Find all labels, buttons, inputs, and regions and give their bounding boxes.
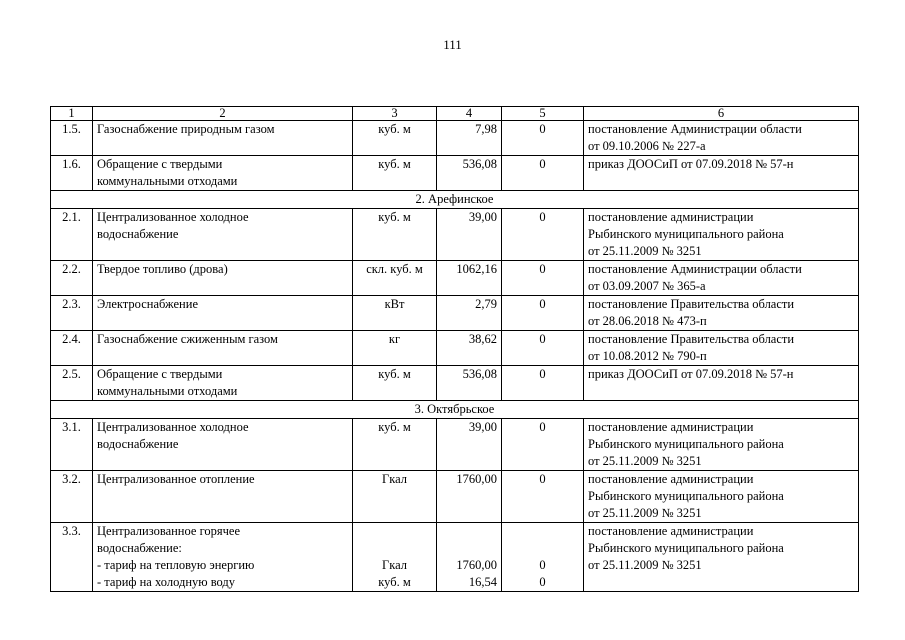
col5-cell-line: 0	[539, 472, 546, 486]
document-reference-line: постановление Администрации области	[588, 122, 802, 136]
document-reference	[584, 523, 859, 592]
table-row	[51, 296, 859, 331]
document-reference-line: постановление администрации	[588, 210, 754, 224]
document-reference	[584, 366, 859, 401]
col5-cell	[502, 523, 584, 592]
table-row	[51, 209, 859, 261]
service-name-line: водоснабжение	[97, 227, 179, 241]
document-reference	[584, 121, 859, 156]
col5-cell	[502, 366, 584, 401]
col5-cell	[502, 209, 584, 261]
col5-cell-line: 0	[539, 210, 546, 224]
service-name-line: Твердое топливо (дрова)	[97, 262, 228, 276]
value-cell	[437, 471, 502, 523]
unit-cell	[353, 296, 437, 331]
service-name-line: водоснабжение	[97, 437, 179, 451]
value-cell-line: 536,08	[462, 157, 497, 171]
page-number: 111	[443, 37, 462, 52]
document-reference	[584, 331, 859, 366]
document-reference	[584, 156, 859, 191]
unit-cell-line: Гкал	[381, 472, 407, 486]
document-reference-line: Рыбинского муниципального района	[588, 227, 784, 241]
header-cell: 4	[437, 107, 502, 121]
service-name-line: Централизованное горячее	[97, 524, 241, 538]
unit-cell-line: кВт	[384, 297, 405, 311]
col5-cell	[502, 156, 584, 191]
section-title: 2. Арефинское	[51, 191, 859, 209]
table-row	[51, 419, 859, 471]
service-name-line: Газоснабжение природным газом	[97, 122, 275, 136]
col5-cell-line: 0	[539, 420, 546, 434]
document-reference-line: Рыбинского муниципального района	[588, 489, 784, 503]
value-cell-line: 1760,00	[456, 472, 497, 486]
item-number: 2.1.	[51, 209, 93, 261]
col5-cell	[502, 261, 584, 296]
col5-cell-line: 0	[539, 332, 546, 346]
col5-cell-line: 0	[539, 558, 546, 572]
document-reference-line: постановление Администрации области	[588, 262, 802, 276]
service-name	[93, 523, 353, 592]
service-name-line: Электроснабжение	[97, 297, 198, 311]
unit-cell-line: куб. м	[378, 157, 411, 171]
service-name-line: коммунальными отходами	[97, 174, 238, 188]
service-name	[93, 121, 353, 156]
service-name	[93, 296, 353, 331]
document-reference-line: от 25.11.2009 № 3251	[588, 506, 702, 520]
section-row	[51, 401, 859, 419]
table-row	[51, 156, 859, 191]
document-reference	[584, 209, 859, 261]
value-cell-line: 39,00	[468, 420, 497, 434]
col5-cell	[502, 121, 584, 156]
value-cell	[437, 366, 502, 401]
unit-cell-line: куб. м	[378, 122, 411, 136]
service-name	[93, 209, 353, 261]
document-reference	[584, 419, 859, 471]
service-name	[93, 471, 353, 523]
item-number: 2.5.	[51, 366, 93, 401]
document-reference-line: приказ ДООСиП от 07.09.2018 № 57-н	[588, 367, 794, 381]
header-cell: 1	[51, 107, 93, 121]
unit-cell	[353, 261, 437, 296]
section-row	[51, 191, 859, 209]
col5-cell	[502, 296, 584, 331]
document-reference-line: от 10.08.2012 № 790-п	[588, 349, 707, 363]
item-number: 1.6.	[51, 156, 93, 191]
value-cell	[437, 261, 502, 296]
col5-cell-line: 0	[539, 575, 546, 589]
service-name-line: Централизованное холодное	[97, 420, 249, 434]
item-number: 3.1.	[51, 419, 93, 471]
document-reference-line: от 09.10.2006 № 227-а	[588, 139, 706, 153]
value-cell-line: 39,00	[468, 210, 497, 224]
unit-cell-line: Гкал	[381, 558, 407, 572]
unit-cell-line: скл. куб. м	[366, 262, 423, 276]
table-row	[51, 331, 859, 366]
service-name	[93, 419, 353, 471]
document-reference-line: от 03.09.2007 № 365-а	[588, 279, 706, 293]
col5-cell-line	[506, 540, 579, 557]
value-cell	[437, 296, 502, 331]
document-reference-line: постановление Правительства области	[588, 297, 795, 311]
col5-cell	[502, 471, 584, 523]
unit-cell-line	[357, 523, 432, 540]
section-title: 3. Октябрьское	[51, 401, 859, 419]
service-name-line: Обращение с твердыми	[97, 157, 223, 171]
col5-cell-line: 0	[539, 297, 546, 311]
item-number: 1.5.	[51, 121, 93, 156]
item-number: 3.2.	[51, 471, 93, 523]
col5-cell	[502, 331, 584, 366]
unit-cell-line	[357, 540, 432, 557]
item-number: 2.2.	[51, 261, 93, 296]
col5-cell-line: 0	[539, 122, 546, 136]
item-number: 2.3.	[51, 296, 93, 331]
col5-cell-line	[506, 523, 579, 540]
service-name	[93, 261, 353, 296]
item-number: 2.4.	[51, 331, 93, 366]
value-cell-line	[441, 540, 497, 557]
header-row	[51, 107, 859, 121]
document-reference-line: постановление администрации	[588, 420, 754, 434]
col5-cell	[502, 419, 584, 471]
unit-cell-line: куб. м	[378, 420, 411, 434]
value-cell	[437, 209, 502, 261]
unit-cell	[353, 523, 437, 592]
value-cell-line: 16,54	[468, 575, 497, 589]
table-row	[51, 261, 859, 296]
unit-cell	[353, 121, 437, 156]
document-reference	[584, 296, 859, 331]
value-cell-line: 7,98	[475, 122, 497, 136]
col5-cell-line: 0	[539, 262, 546, 276]
unit-cell-line: куб. м	[378, 367, 411, 381]
document-reference-line: от 28.06.2018 № 473-п	[588, 314, 707, 328]
unit-cell	[353, 471, 437, 523]
value-cell-line: 2,79	[475, 297, 497, 311]
value-cell-line: 1062,16	[456, 262, 497, 276]
document-reference-line: постановление администрации	[588, 524, 754, 538]
header-cell: 3	[353, 107, 437, 121]
table-row	[51, 366, 859, 401]
unit-cell	[353, 156, 437, 191]
unit-cell	[353, 366, 437, 401]
service-name	[93, 331, 353, 366]
service-name-line: - тариф на холодную воду	[97, 575, 236, 589]
document-reference-line: приказ ДООСиП от 07.09.2018 № 57-н	[588, 157, 794, 171]
header-cell: 5	[502, 107, 584, 121]
table-body	[51, 107, 859, 592]
unit-cell-line: кг	[388, 332, 401, 346]
value-cell	[437, 121, 502, 156]
table-row	[51, 121, 859, 156]
item-number: 3.3.	[51, 523, 93, 592]
service-name	[93, 366, 353, 401]
service-name-line: Газоснабжение сжиженным газом	[97, 332, 278, 346]
value-cell	[437, 156, 502, 191]
unit-cell	[353, 419, 437, 471]
header-cell: 2	[93, 107, 353, 121]
unit-cell	[353, 331, 437, 366]
tariff-table	[50, 106, 859, 592]
table-row	[51, 523, 859, 592]
unit-cell	[353, 209, 437, 261]
unit-cell-line: куб. м	[378, 210, 411, 224]
service-name-line: коммунальными отходами	[97, 384, 238, 398]
service-name-line: Централизованное отопление	[97, 472, 255, 486]
table-row	[51, 471, 859, 523]
value-cell-line	[441, 523, 497, 540]
document-reference-line: от 25.11.2009 № 3251	[588, 454, 702, 468]
col5-cell-line: 0	[539, 367, 546, 381]
document-reference-line: Рыбинского муниципального района	[588, 437, 784, 451]
value-cell-line: 38,62	[468, 332, 497, 346]
document-reference	[584, 261, 859, 296]
service-name	[93, 156, 353, 191]
col5-cell-line: 0	[539, 157, 546, 171]
service-name-line: Централизованное холодное	[97, 210, 249, 224]
document-reference-line: от 25.11.2009 № 3251	[588, 558, 702, 572]
header-cell: 6	[584, 107, 859, 121]
document-reference-line: постановление администрации	[588, 472, 754, 486]
value-cell-line: 536,08	[462, 367, 497, 381]
unit-cell-line: куб. м	[378, 575, 411, 589]
document-reference-line: Рыбинского муниципального района	[588, 541, 784, 555]
document-reference	[584, 471, 859, 523]
service-name-line: - тариф на тепловую энергию	[97, 558, 255, 572]
value-cell-line: 1760,00	[456, 558, 497, 572]
document-reference-line: постановление Правительства области	[588, 332, 795, 346]
service-name-line: Обращение с твердыми	[97, 367, 223, 381]
value-cell	[437, 419, 502, 471]
value-cell	[437, 523, 502, 592]
service-name-line: водоснабжение:	[97, 541, 182, 555]
value-cell	[437, 331, 502, 366]
document-reference-line: от 25.11.2009 № 3251	[588, 244, 702, 258]
